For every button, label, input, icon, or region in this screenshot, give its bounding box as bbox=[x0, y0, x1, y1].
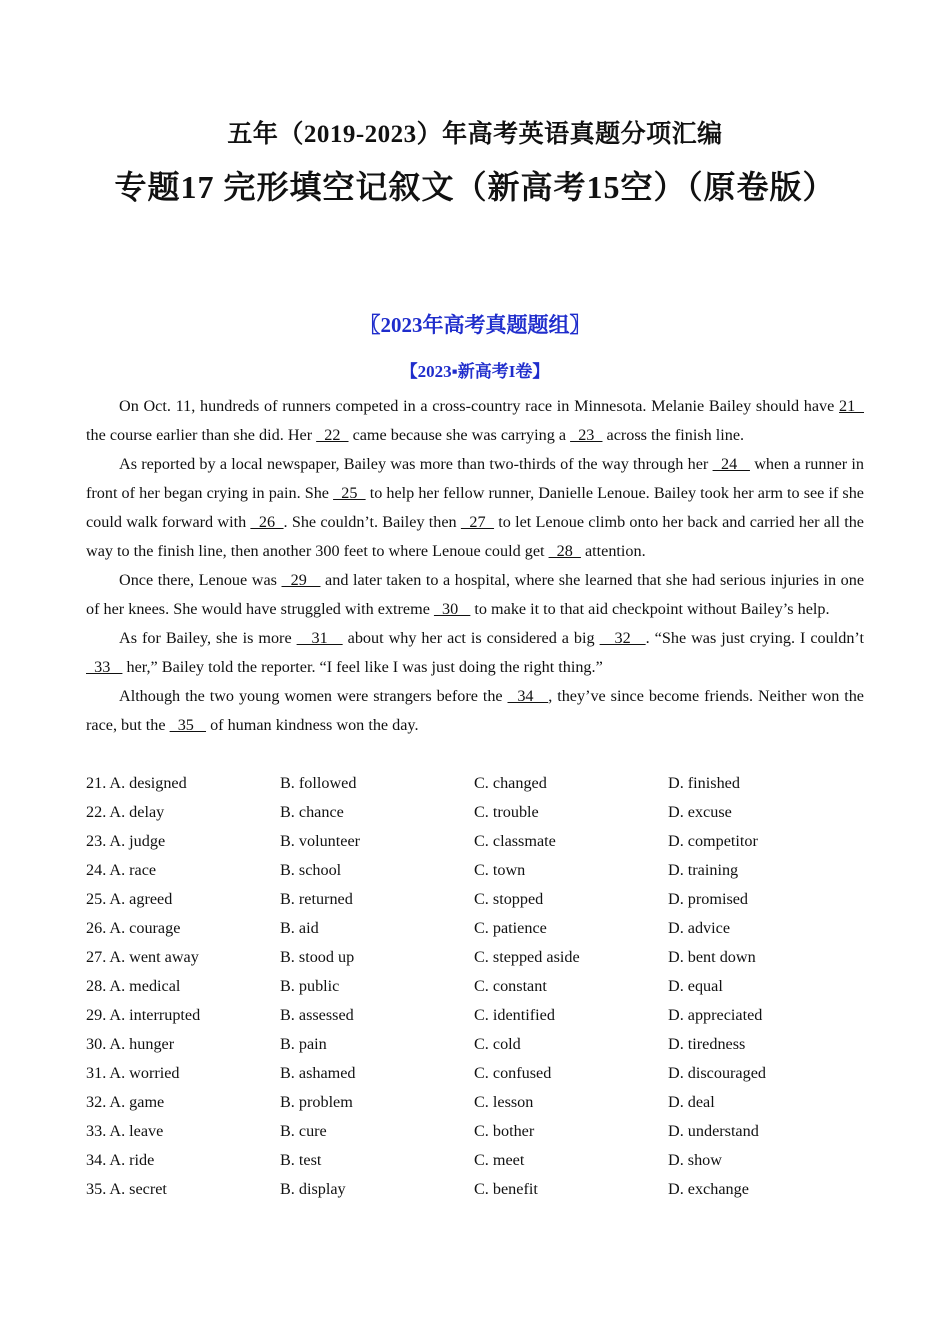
option-row-21 bbox=[86, 769, 864, 798]
passage-text: across the finish line. bbox=[602, 426, 745, 444]
option-a: 21. A. designed bbox=[86, 774, 187, 792]
option-b: B. display bbox=[280, 1180, 346, 1198]
option-row-31 bbox=[86, 1059, 864, 1088]
blank-30: 30 bbox=[433, 600, 471, 618]
option-a: 27. A. went away bbox=[86, 948, 199, 966]
option-d: D. promised bbox=[668, 890, 749, 908]
passage-text: about why her act is considered a big bbox=[342, 629, 600, 647]
passage-text: and later taken to a hospital, where she learned that she had serious injuries in one of her knees. She would have struggled with extreme bbox=[86, 571, 865, 618]
option-row-26 bbox=[86, 914, 864, 943]
option-d: D. show bbox=[668, 1151, 722, 1169]
passage-text: came because she was carrying a bbox=[348, 426, 571, 444]
option-b: B. cure bbox=[280, 1122, 327, 1140]
option-c: C. changed bbox=[474, 774, 547, 792]
option-a: 28. A. medical bbox=[86, 977, 181, 995]
collection-title: 五年（2019-2023）年高考英语真题分项汇编 bbox=[227, 121, 723, 148]
option-a: 24. A. race bbox=[86, 861, 157, 879]
passage-text: to let Lenoue climb onto her back and carried her all the way to the finish line, then another 300 feet to where Lenoue could get bbox=[86, 513, 864, 560]
option-row-22 bbox=[86, 798, 864, 827]
option-b: B. volunteer bbox=[280, 832, 361, 850]
option-c: C. constant bbox=[474, 977, 547, 995]
option-c: C. lesson bbox=[474, 1093, 534, 1111]
option-d: D. advice bbox=[668, 919, 731, 937]
option-c: C. patience bbox=[474, 919, 547, 937]
blank-31: 31 bbox=[296, 629, 343, 647]
blank-24: 24 bbox=[712, 455, 750, 473]
option-row-27 bbox=[86, 943, 864, 972]
paragraph-5 bbox=[86, 682, 864, 740]
blank-29: 29 bbox=[281, 571, 321, 589]
paragraph-2 bbox=[86, 450, 864, 566]
option-d: D. exchange bbox=[668, 1180, 749, 1198]
paragraph-3 bbox=[86, 566, 864, 624]
option-d: D. training bbox=[668, 861, 739, 879]
option-b: B. stood up bbox=[280, 948, 355, 966]
option-b: B. pain bbox=[280, 1035, 327, 1053]
option-a: 32. A. game bbox=[86, 1093, 165, 1111]
passage-text: when a runner in front of her began crying in pain. She bbox=[86, 455, 864, 502]
option-row-25 bbox=[86, 885, 864, 914]
passage-text: Although the two young women were strangers before the bbox=[119, 687, 508, 705]
option-b: B. followed bbox=[280, 774, 357, 792]
option-c: C. classmate bbox=[474, 832, 556, 850]
option-b: B. assessed bbox=[280, 1006, 354, 1024]
passage-text: . “She was just crying. I couldn’t bbox=[645, 629, 865, 647]
topic-title: 专题17 完形填空记叙文（新高考15空）（原卷版） bbox=[114, 169, 836, 205]
option-c: C. stepped aside bbox=[474, 948, 580, 966]
option-c: C. identified bbox=[474, 1006, 555, 1024]
option-c: C. confused bbox=[474, 1064, 552, 1082]
option-c: C. benefit bbox=[474, 1180, 538, 1198]
option-d: D. equal bbox=[668, 977, 723, 995]
option-a: 22. A. delay bbox=[86, 803, 165, 821]
option-a: 25. A. agreed bbox=[86, 890, 173, 908]
passage-text: . She couldn’t. Bailey then bbox=[283, 513, 461, 531]
option-a: 35. A. secret bbox=[86, 1180, 167, 1198]
option-c: C. town bbox=[474, 861, 526, 879]
option-row-28 bbox=[86, 972, 864, 1001]
option-d: D. finished bbox=[668, 774, 740, 792]
passage-text: her,” Bailey told the reporter. “I feel like I was just doing the right thing.” bbox=[122, 658, 603, 676]
blank-35: 35 bbox=[169, 716, 207, 734]
passage-text: On Oct. 11, hundreds of runners competed in a cross-country race in Minnesota. Melanie Bailey should have bbox=[119, 397, 840, 415]
option-c: C. meet bbox=[474, 1151, 525, 1169]
blank-33: 33 bbox=[86, 658, 123, 676]
option-d: D. competitor bbox=[668, 832, 758, 850]
blank-25: 25 bbox=[333, 484, 366, 502]
option-c: C. trouble bbox=[474, 803, 539, 821]
option-d: D. excuse bbox=[668, 803, 732, 821]
passage-text: of human kindness won the day. bbox=[206, 716, 419, 734]
paragraph-1 bbox=[86, 392, 864, 450]
option-row-33 bbox=[86, 1117, 864, 1146]
answer-options bbox=[86, 769, 864, 1204]
option-d: D. tiredness bbox=[668, 1035, 746, 1053]
passage-text: to help her fellow runner, Danielle Lenoue. Bailey took her arm to see if she could walk forward with bbox=[86, 484, 864, 531]
blank-23: 23 bbox=[570, 426, 603, 444]
option-d: D. deal bbox=[668, 1093, 715, 1111]
option-a: 23. A. judge bbox=[86, 832, 166, 850]
option-a: 33. A. leave bbox=[86, 1122, 164, 1140]
option-row-24 bbox=[86, 856, 864, 885]
paper-heading: 【2023▪新高考I卷】 bbox=[400, 362, 550, 381]
option-c: C. stopped bbox=[474, 890, 544, 908]
passage-text: the course earlier than she did. Her bbox=[86, 426, 317, 444]
option-c: C. bother bbox=[474, 1122, 535, 1140]
option-b: B. public bbox=[280, 977, 340, 995]
passage-text: , they’ve since become friends. Neither won the race, but the bbox=[86, 687, 864, 734]
option-d: D. discouraged bbox=[668, 1064, 766, 1082]
blank-21: 21 bbox=[839, 397, 864, 415]
passage-text: As for Bailey, she is more bbox=[119, 629, 297, 647]
option-d: D. appreciated bbox=[668, 1006, 763, 1024]
option-b: B. chance bbox=[280, 803, 344, 821]
option-a: 30. A. hunger bbox=[86, 1035, 175, 1053]
option-b: B. school bbox=[280, 861, 342, 879]
option-b: B. returned bbox=[280, 890, 353, 908]
blank-32: 32 bbox=[599, 629, 646, 647]
option-row-23 bbox=[86, 827, 864, 856]
option-d: D. understand bbox=[668, 1122, 759, 1140]
blank-22: 22 bbox=[316, 426, 349, 444]
option-b: B. problem bbox=[280, 1093, 353, 1111]
blank-27: 27 bbox=[460, 513, 495, 531]
paragraph-4 bbox=[86, 624, 864, 682]
passage-text: As reported by a local newspaper, Bailey was more than two-thirds of the way through her bbox=[119, 455, 713, 473]
option-b: B. test bbox=[280, 1151, 322, 1169]
blank-28: 28 bbox=[548, 542, 581, 560]
option-d: D. bent down bbox=[668, 948, 756, 966]
option-c: C. cold bbox=[474, 1035, 521, 1053]
passage-text: to make it to that aid checkpoint without Bailey’s help. bbox=[470, 600, 830, 618]
option-a: 31. A. worried bbox=[86, 1064, 180, 1082]
option-a: 34. A. ride bbox=[86, 1151, 155, 1169]
option-row-32 bbox=[86, 1088, 864, 1117]
passage-text: Once there, Lenoue was bbox=[119, 571, 282, 589]
passage-text: attention. bbox=[580, 542, 646, 560]
option-b: B. aid bbox=[280, 919, 319, 937]
year-group-heading: 〖2023年高考真题题组〗 bbox=[359, 313, 591, 337]
option-row-30 bbox=[86, 1030, 864, 1059]
option-a: 29. A. interrupted bbox=[86, 1006, 201, 1024]
option-b: B. ashamed bbox=[280, 1064, 356, 1082]
option-row-34 bbox=[86, 1146, 864, 1175]
blank-26: 26 bbox=[250, 513, 284, 531]
option-row-35 bbox=[86, 1175, 864, 1204]
cloze-passage bbox=[86, 392, 864, 740]
blank-34: 34 bbox=[507, 687, 549, 705]
option-a: 26. A. courage bbox=[86, 919, 181, 937]
option-row-29 bbox=[86, 1001, 864, 1030]
